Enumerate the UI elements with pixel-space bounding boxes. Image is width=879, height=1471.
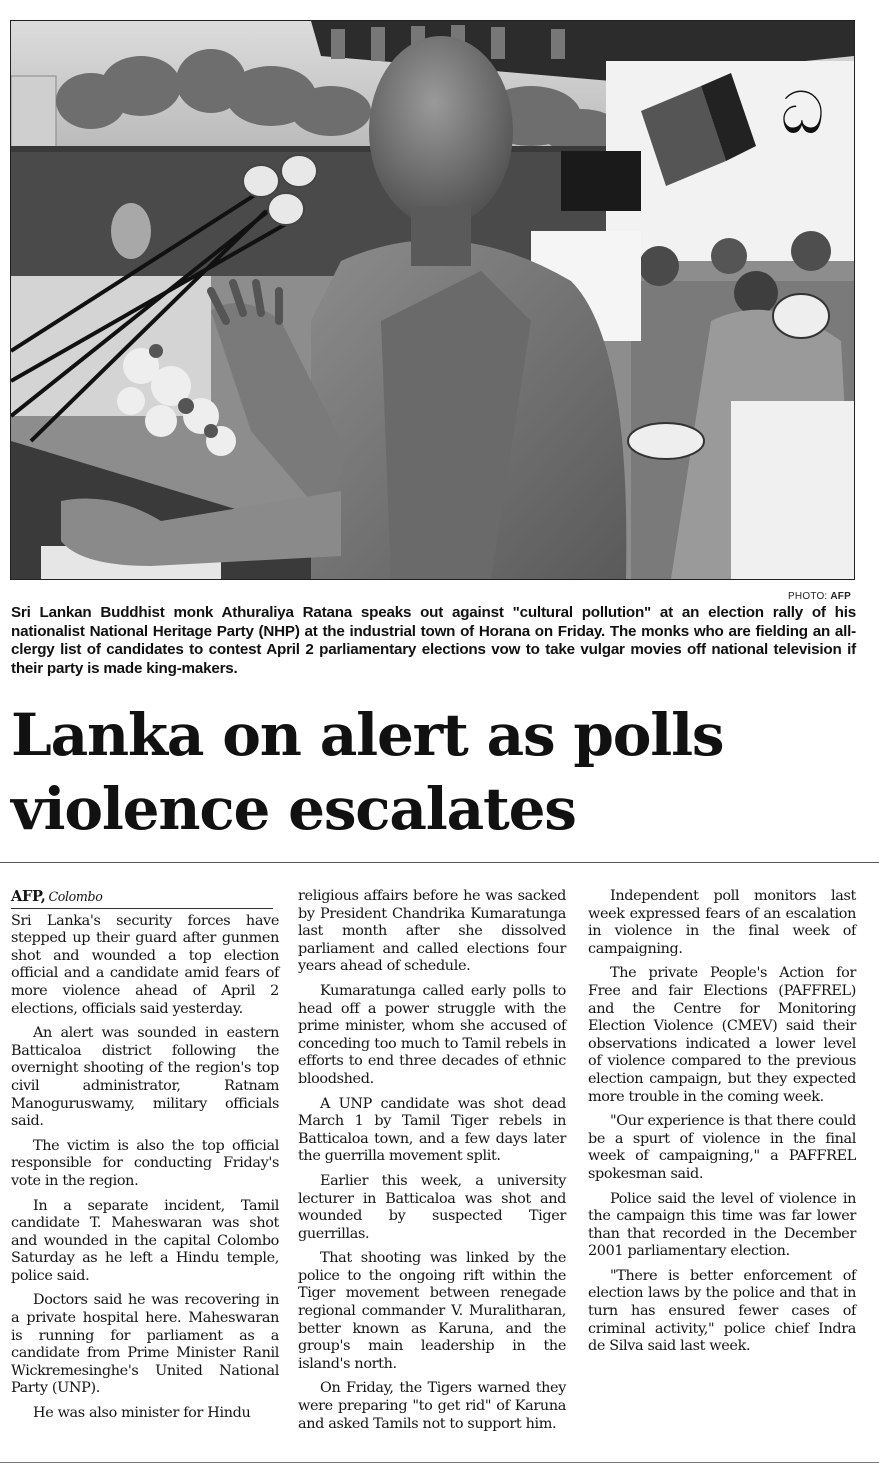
photo-credit-name: AFP: [830, 591, 851, 602]
headline-line-2: violence escalates: [11, 775, 576, 843]
paragraph: Sri Lanka's security forces have stepped up their guard after gunmen shot and wounded a top election official and a candidate amid fears of more violence ahead of April 2 elections, officials said yesterday.: [11, 912, 279, 1017]
paragraph: "Our experience is that there could be a spurt of violence in the final week of campaigning," a PAFFREL spokesman said.: [588, 1113, 856, 1182]
bottom-divider: [0, 1462, 879, 1463]
paragraph: On Friday, the Tigers warned they were preparing "to get rid" of Karuna and asked Tamils not to support him.: [298, 1380, 566, 1432]
article-column-2: [298, 888, 566, 1440]
paragraph: In a separate incident, Tamil candidate T. Maheswaran was shot and wounded in the capital Colombo Saturday as he left a Hindu temple, police said.: [11, 1197, 279, 1284]
article-column-3: [588, 888, 856, 1363]
photo-caption: Sri Lankan Buddhist monk Athuraliya Ratana speaks out against "cultural pollution" at an election rally of his nationalist National Heritage Party (NHP) at the industrial town of Horana on Friday. The monks who are fielding an all-clergy list of candidates to contest April 2 parliamentary elections vow to take vulgar movies off national television if their party is made king-makers.: [11, 604, 856, 677]
news-photo: [10, 20, 855, 580]
paragraph: That shooting was linked by the police to the ongoing rift within the Tiger movement between renegade regional commander V. Muralitharan, better known as Karuna, and the group's main leadership in the island's north.: [298, 1250, 566, 1372]
paragraph: The victim is also the top official responsible for conducting Friday's vote in the region.: [11, 1137, 279, 1189]
banner-glyphs: ධ: [781, 79, 824, 147]
headline-line-1: Lanka on alert as polls: [11, 701, 724, 769]
paragraph: Doctors said he was recovering in a private hospital here. Maheswaran is running for parliament as a candidate from Prime Minister Ranil Wickremesinghe's United National Party (UNP).: [11, 1292, 279, 1397]
paragraph: Police said the level of violence in the campaign this time was far lower than that recorded in the December 2001 parliamentary election.: [588, 1190, 856, 1260]
paragraph: religious affairs before he was sacked by President Chandrika Kumaratunga last month after she dissolved parliament and called elections four years ahead of schedule.: [298, 888, 566, 975]
monk-rally-photo: [11, 21, 854, 579]
paragraph: A UNP candidate was shot dead March 1 by Tamil Tiger rebels in Batticaloa town, and a few days later the guerrilla movement split.: [298, 1095, 566, 1165]
article-column-1: [11, 888, 279, 1430]
photo-credit: [788, 591, 851, 602]
paragraph: The private People's Action for Free and fair Elections (PAFFREL) and the Centre for Monitoring Election Violence (CMEV) said their observations indicated a lower level of violence compared to the previous election campaign, but they expected more trouble in the coming week.: [588, 965, 856, 1105]
byline-agency: AFP,: [11, 888, 46, 905]
seated-monks: [628, 231, 854, 579]
paragraph: An alert was sounded in eastern Batticaloa district following the overnight shooting of the region's top civil administrator, Ratnam Manoguruswamy, military officials said.: [11, 1025, 279, 1130]
byline: [11, 888, 273, 909]
byline-dateline: Colombo: [48, 889, 103, 904]
paragraph: Independent poll monitors last week expressed fears of an escalation in violence in the final week of campaigning.: [588, 888, 856, 957]
paragraph: "There is better enforcement of election laws by the police and that in turn has ensured fewer cases of criminal activity," police chief Indra de Silva said last week.: [588, 1267, 856, 1355]
paragraph: Earlier this week, a university lecturer in Batticaloa was shot and wounded by suspected Tiger guerrillas.: [298, 1172, 566, 1242]
section-divider: [0, 862, 879, 863]
photo-credit-prefix: PHOTO:: [788, 591, 828, 602]
paragraph: Kumaratunga called early polls to head off a power struggle with the prime minister, whom she accused of conceding too much to Tamil rebels in efforts to end three decades of ethnic bloodshed.: [298, 982, 566, 1087]
paragraph: He was also minister for Hindu: [33, 1405, 251, 1422]
headline: [11, 698, 871, 846]
